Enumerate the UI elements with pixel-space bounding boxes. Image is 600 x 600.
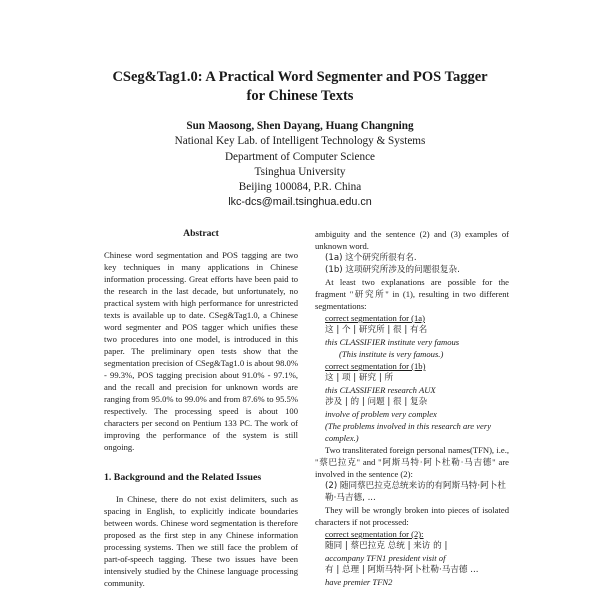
- segmentation-2-chinese-2: 涉及 | 的 | 问题 | 很 | 复杂: [325, 397, 428, 407]
- affiliation: National Key Lab. of Intelligent Technology & Systems: [174, 135, 426, 148]
- city: Beijing 100084, P.R. China: [238, 181, 362, 194]
- right-paragraph-1: ambiguity and the sentence (2) and (3) examples of unknown word.: [315, 229, 509, 251]
- abstract-body: Chinese word segmentation and POS tagging are two key techniques in many applications in Chinese information processing. Great efforts have been paid to the research in the last decade, but unfortunately, no practical system with high performance for unrestricted texts is available up to date. CSeg&Tag1.0, a Chinese word segmenter and POS tagger which unifies these two procedures into one model, is introduced in this paper. The preliminary open tests show that the segmentation precision of CSeg&Tag1.0 is about 98.0% - 99.3%, POS tagging precision about 91.0% - 97.1%, and the recall and precision for unknown words are ranging from 95.0% to 99.0% and from 87.6% to 95.5% respectively. The processing speed is about 100 characters per second on Pentium 133 PC. The work of improving the performance of the system is still ongoing.: [104, 250, 298, 452]
- right-column: [315, 228, 509, 588]
- segmentation-3-label: correct segmentation for (2):: [325, 529, 424, 539]
- example-1a: (1a) 这个研究所很有名.: [325, 253, 417, 263]
- segmentation-2-gloss-2: involve of problem very complex: [325, 409, 437, 419]
- university: Tsinghua University: [254, 165, 346, 178]
- section-1-heading: 1. Background and the Related Issues: [104, 472, 262, 483]
- segmentation-3-chinese: 随同 | 蔡巴拉克 总统 | 来访 的 |: [325, 541, 448, 551]
- example-2: (2) 随同蔡巴拉克总统来访的有阿斯马特·阿卜杜勒·马吉德, ...: [325, 481, 506, 503]
- segmentation-2-gloss: this CLASSIFIER research AUX: [325, 385, 436, 395]
- segmentation-1-translation: (This institute is very famous.): [339, 349, 444, 359]
- segmentation-1: [315, 312, 509, 360]
- title-line-2: for Chinese Texts: [246, 88, 354, 104]
- department: Department of Computer Science: [224, 150, 376, 163]
- right-paragraph-2: At least two explanations are possible for the fragment "研究所" in (1), resulting in two different segmentations:: [315, 277, 509, 311]
- segmentation-1-label: correct segmentation for (1a): [325, 313, 425, 323]
- author-block: [100, 119, 500, 211]
- left-column: [104, 228, 298, 589]
- segmentation-1-gloss: this CLASSIFIER institute very famous: [325, 337, 460, 347]
- segmentation-1-chinese: 这 | 个 | 研究所 | 很 | 有名: [325, 325, 428, 335]
- title-line-1: CSeg&Tag1.0: A Practical Word Segmenter and POS Tagger: [112, 69, 488, 85]
- segmentation-3: [315, 528, 509, 588]
- author-names: Sun Maosong, Shen Dayang, Huang Changning: [186, 120, 414, 132]
- paper-title: [60, 68, 540, 106]
- example-1b: (1b) 这项研究所涉及的问题很复杂.: [325, 265, 460, 275]
- segmentation-2-label: correct segmentation for (1b): [325, 361, 426, 371]
- right-paragraph-3: Two transliterated foreign personal names(TFN), i.e., "蔡巴拉克" and "阿斯马特·阿卜杜勒·马吉德" are involved in the sentence (2):: [315, 445, 509, 479]
- segmentation-2-chinese: 这 | 项 | 研究 | 所: [325, 373, 394, 383]
- section-1-body: In Chinese, there do not exist delimiters, such as spacing in English, to explicitly indicate boundaries between words. Chinese word segmentation is therefore proposed as the first step in any Chinese information processing systems. Then we still face the problem of part-of-speech tagging. These two issues have been intensively studied by the Chinese language processing community.: [104, 494, 298, 588]
- segmentation-3-chinese-2: 有 | 总理 | 阿斯马特·阿卜杜勒·马吉德 ...: [325, 565, 479, 575]
- segmentation-2-translation: (The problems involved in this research are very complex.): [325, 421, 492, 443]
- email: lkc-dcs@mail.tsinghua.edu.cn: [228, 196, 372, 209]
- segmentation-2: [315, 360, 509, 444]
- segmentation-3-gloss-2: have premier TFN2: [325, 577, 393, 587]
- right-paragraph-4: They will be wrongly broken into pieces of isolated characters if not processed:: [315, 505, 509, 527]
- abstract-heading: Abstract: [183, 228, 219, 239]
- segmentation-3-gloss: accompany TFN1 president visit of: [325, 553, 446, 563]
